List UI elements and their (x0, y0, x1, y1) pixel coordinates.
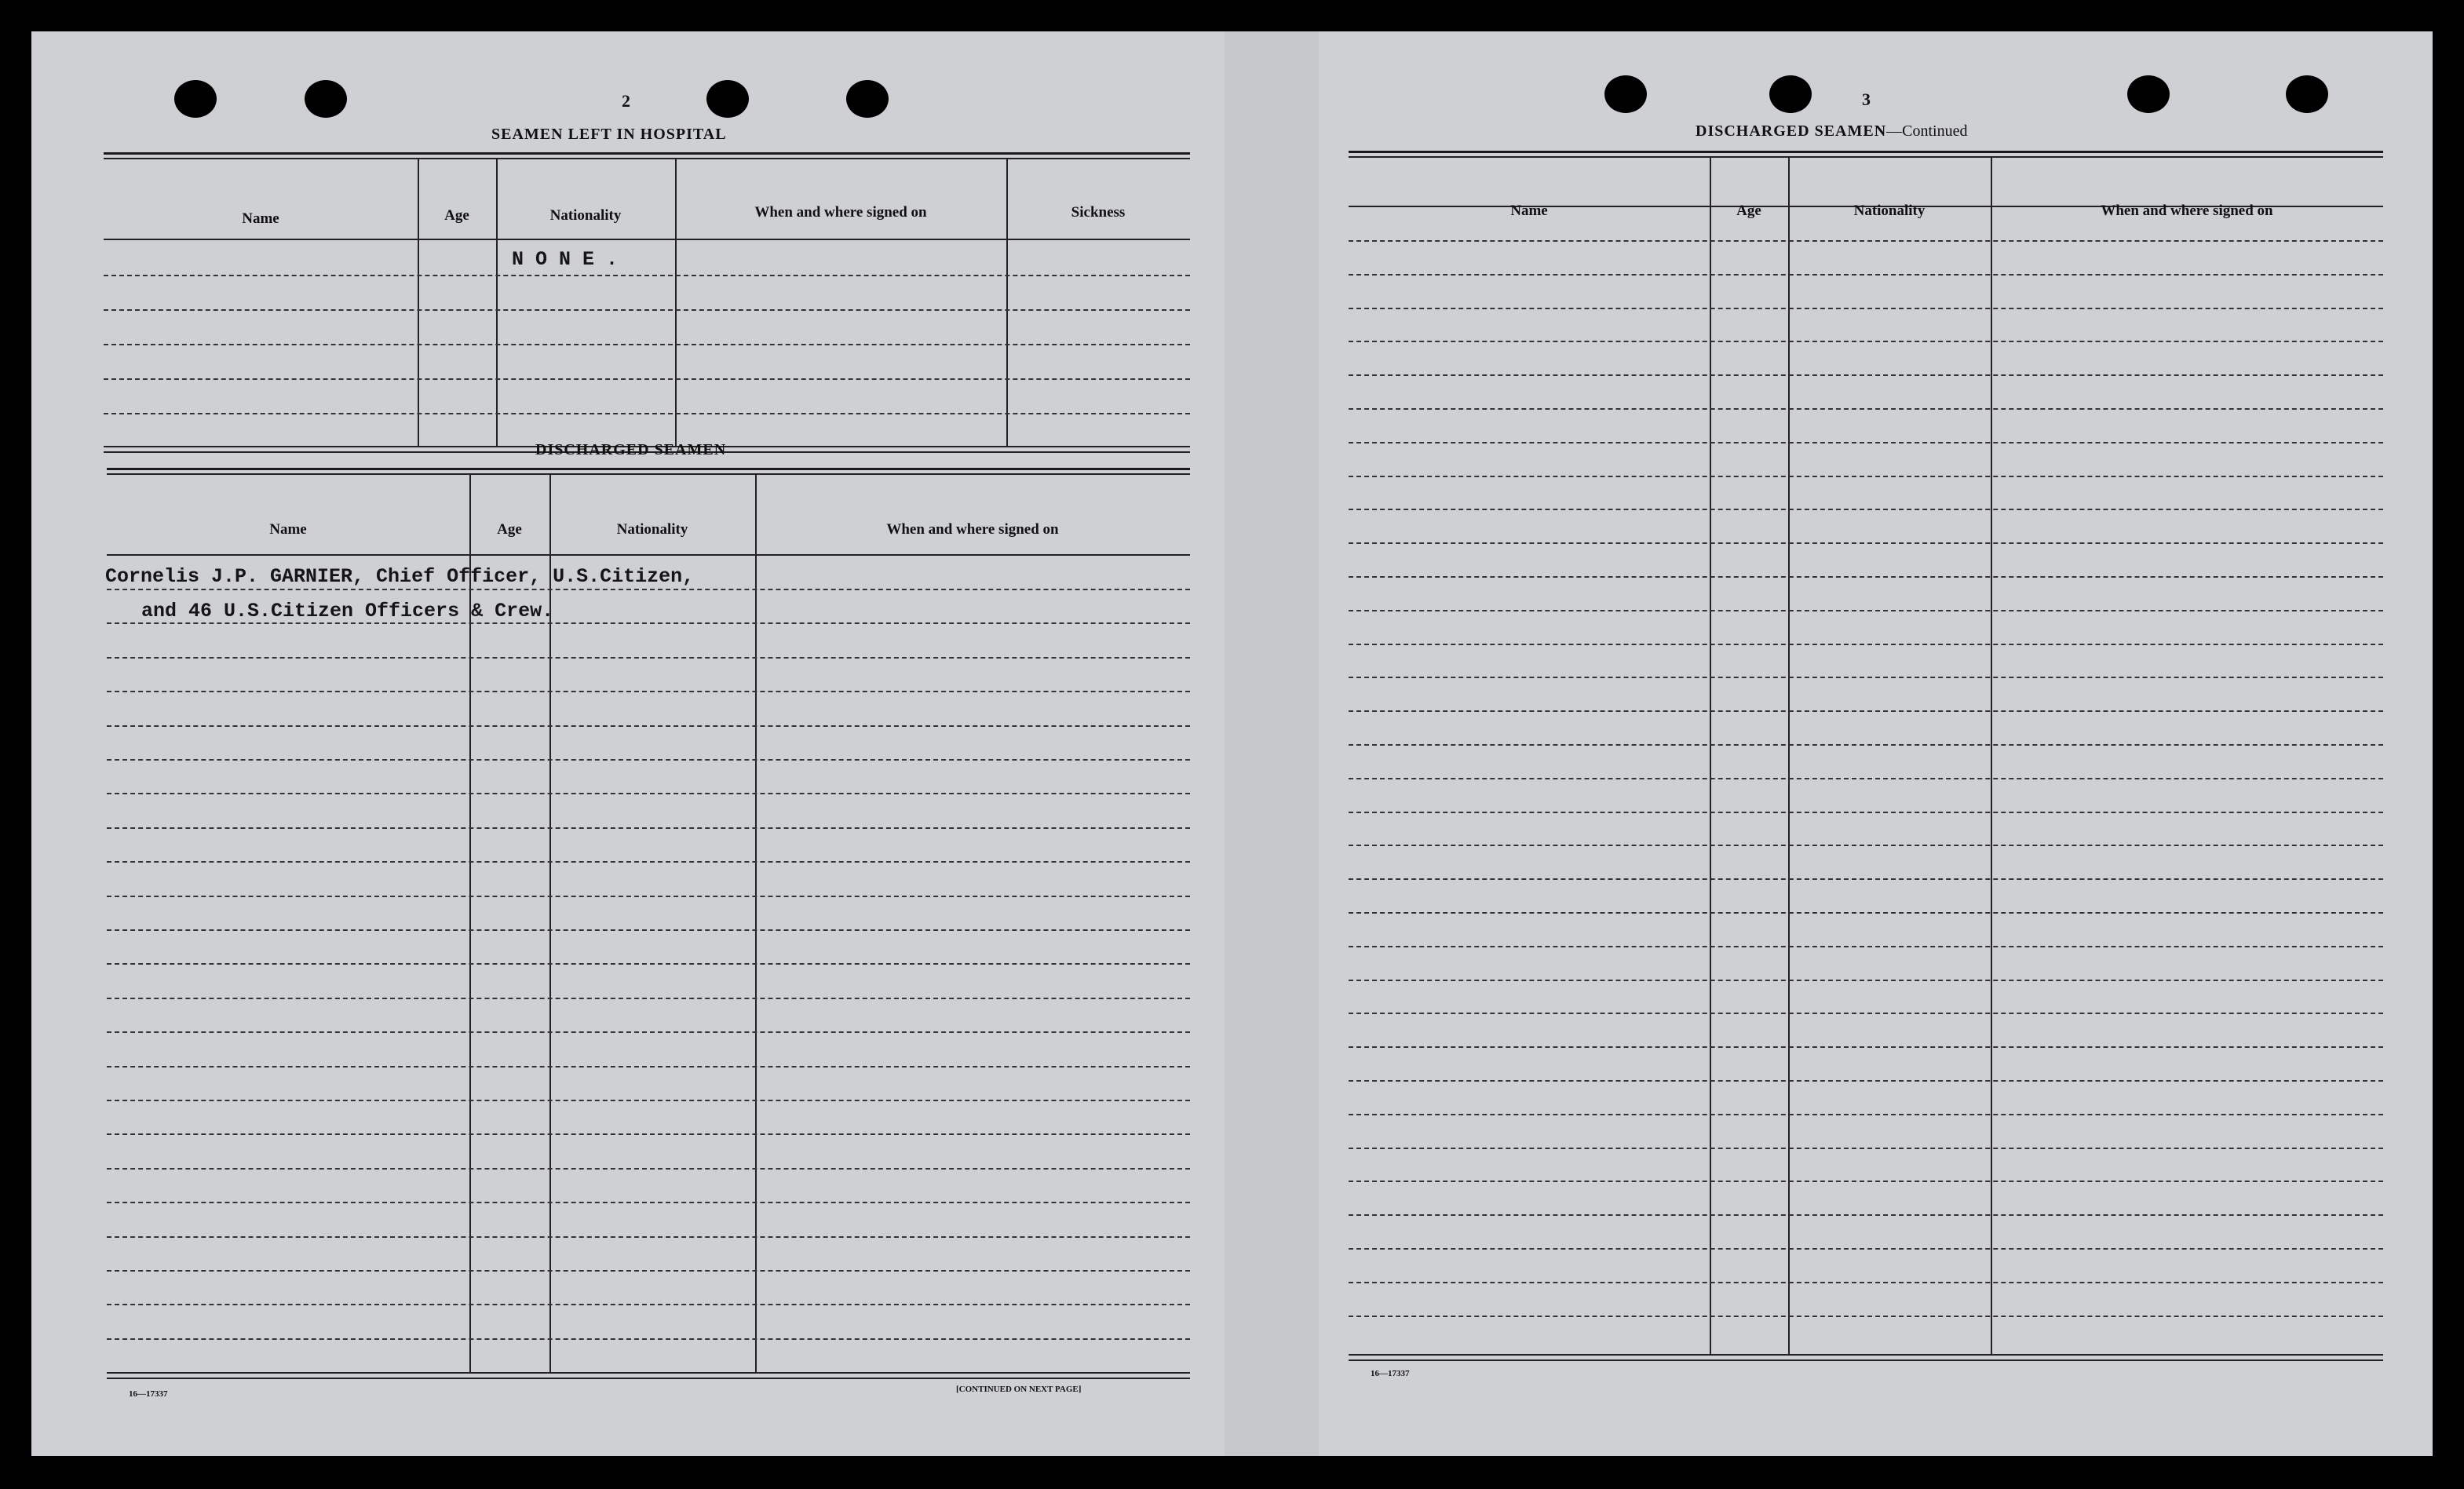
row-rule (107, 1133, 1190, 1135)
punch-hole (174, 80, 217, 118)
table-bottom-rule (107, 1372, 1190, 1374)
table-bottom-rule (107, 1378, 1190, 1379)
column-divider (675, 158, 677, 446)
row-rule (1349, 812, 2383, 813)
punch-hole (1769, 75, 1812, 113)
row-rule (1349, 845, 2383, 846)
table-top-rule (104, 158, 1190, 159)
table-bottom-rule (1349, 1354, 2383, 1356)
column-header-nationality: Nationality (549, 207, 622, 224)
column-divider (1006, 158, 1008, 446)
row-rule (1349, 1080, 2383, 1082)
row-rule (1349, 778, 2383, 779)
row-rule (107, 725, 1190, 727)
row-rule (1349, 1013, 2383, 1014)
table-bottom-rule (1349, 1359, 2383, 1361)
row-rule (1349, 308, 2383, 309)
row-rule (104, 413, 1190, 414)
row-rule (107, 1100, 1190, 1101)
column-divider (496, 158, 498, 446)
punch-hole (846, 80, 889, 118)
column-header-age: Age (444, 207, 469, 224)
form-number: 16—17337 (1371, 1369, 1410, 1378)
row-rule (1349, 1148, 2383, 1149)
form-sheet (31, 31, 2433, 1456)
column-header-name: Name (1510, 203, 1548, 219)
row-rule (1349, 744, 2383, 746)
column-header-sickness: Sickness (1071, 204, 1126, 221)
column-header-when-where: When and where signed on (2101, 203, 2273, 219)
row-rule (107, 929, 1190, 931)
row-rule (1349, 1316, 2383, 1317)
row-rule (1349, 542, 2383, 544)
hospital-section-title: SEAMEN LEFT IN HOSPITAL (491, 126, 727, 143)
row-rule (107, 691, 1190, 692)
row-rule (107, 1270, 1190, 1272)
row-rule (107, 827, 1190, 829)
row-rule (1349, 408, 2383, 410)
column-header-age: Age (1736, 203, 1761, 219)
column-header-nationality: Nationality (616, 521, 688, 538)
row-rule (107, 998, 1190, 999)
row-rule (1349, 946, 2383, 947)
column-header-name: Name (242, 210, 279, 227)
row-rule (1349, 374, 2383, 376)
row-rule (104, 309, 1190, 311)
hospital-table (104, 152, 1190, 454)
header-bottom-rule (104, 239, 1190, 240)
row-rule (107, 861, 1190, 863)
right-page (1319, 31, 2433, 1456)
table-top-rule (1349, 151, 2383, 153)
row-rule (1349, 1214, 2383, 1216)
row-rule (1349, 240, 2383, 242)
row-rule (104, 275, 1190, 276)
section-title: DISCHARGED SEAMEN (1696, 122, 1887, 140)
row-rule (1349, 576, 2383, 578)
row-rule (107, 1202, 1190, 1203)
row-rule (1349, 912, 2383, 914)
row-rule (107, 1168, 1190, 1170)
row-rule (1349, 1282, 2383, 1283)
row-rule (107, 896, 1190, 897)
header-bottom-rule (107, 554, 1190, 556)
row-rule (1349, 442, 2383, 443)
form-number: 16—17337 (129, 1389, 168, 1399)
row-rule (107, 1066, 1190, 1067)
punch-hole (2127, 75, 2170, 113)
column-header-name: Name (269, 521, 307, 538)
row-rule (107, 589, 1190, 590)
row-rule (104, 378, 1190, 380)
left-page (31, 31, 1225, 1456)
row-rule (107, 759, 1190, 761)
row-rule (104, 344, 1190, 345)
row-rule (107, 793, 1190, 794)
punch-hole (305, 80, 347, 118)
row-rule (1349, 980, 2383, 981)
row-rule (1349, 509, 2383, 510)
table-top-rule (107, 468, 1190, 470)
page-gutter (1225, 31, 1319, 1456)
page-number: 3 (1862, 89, 1871, 109)
row-rule (107, 1338, 1190, 1340)
column-divider (1991, 156, 1992, 1354)
column-header-when-where: When and where signed on (754, 204, 927, 221)
row-rule (1349, 1114, 2383, 1115)
row-rule (1349, 274, 2383, 276)
column-header-when-where: When and where signed on (886, 521, 1059, 538)
page-number: 2 (622, 91, 630, 111)
row-rule (1349, 710, 2383, 712)
continued-note: [CONTINUED ON NEXT PAGE] (956, 1385, 1082, 1394)
row-rule (1349, 677, 2383, 678)
row-rule (107, 1236, 1190, 1238)
row-rule (107, 622, 1190, 624)
section-title-suffix: —Continued (1886, 122, 1968, 140)
column-header-nationality: Nationality (1853, 203, 1926, 219)
punch-hole (2286, 75, 2328, 113)
row-rule (1349, 476, 2383, 477)
column-header-age: Age (497, 521, 522, 538)
row-rule (1349, 644, 2383, 645)
discharged-section-title: DISCHARGED SEAMEN (535, 441, 727, 458)
row-rule (1349, 878, 2383, 880)
row-rule (107, 1031, 1190, 1033)
punch-hole (1604, 75, 1647, 113)
hospital-entry-none: N O N E . (512, 248, 619, 271)
discharged-entry-line-2: and 46 U.S.Citizen Officers & Crew. (141, 600, 554, 622)
column-divider (1788, 156, 1790, 1354)
discharged-continued-table (1349, 151, 2383, 1367)
discharged-continued-title (1696, 122, 1968, 141)
discharged-entry-line-1: Cornelis J.P. GARNIER, Chief Officer, U.S.Citizen, (105, 565, 695, 588)
column-divider (1710, 156, 1711, 1354)
row-rule (1349, 610, 2383, 611)
table-top-rule (104, 152, 1190, 155)
row-rule (1349, 1181, 2383, 1182)
row-rule (1349, 1248, 2383, 1250)
row-rule (107, 1304, 1190, 1305)
table-top-rule (107, 473, 1190, 475)
punch-hole (706, 80, 749, 118)
row-rule (107, 657, 1190, 659)
row-rule (1349, 1046, 2383, 1048)
row-rule (107, 963, 1190, 965)
row-rule (1349, 341, 2383, 342)
column-divider (418, 158, 419, 446)
table-top-rule (1349, 156, 2383, 158)
